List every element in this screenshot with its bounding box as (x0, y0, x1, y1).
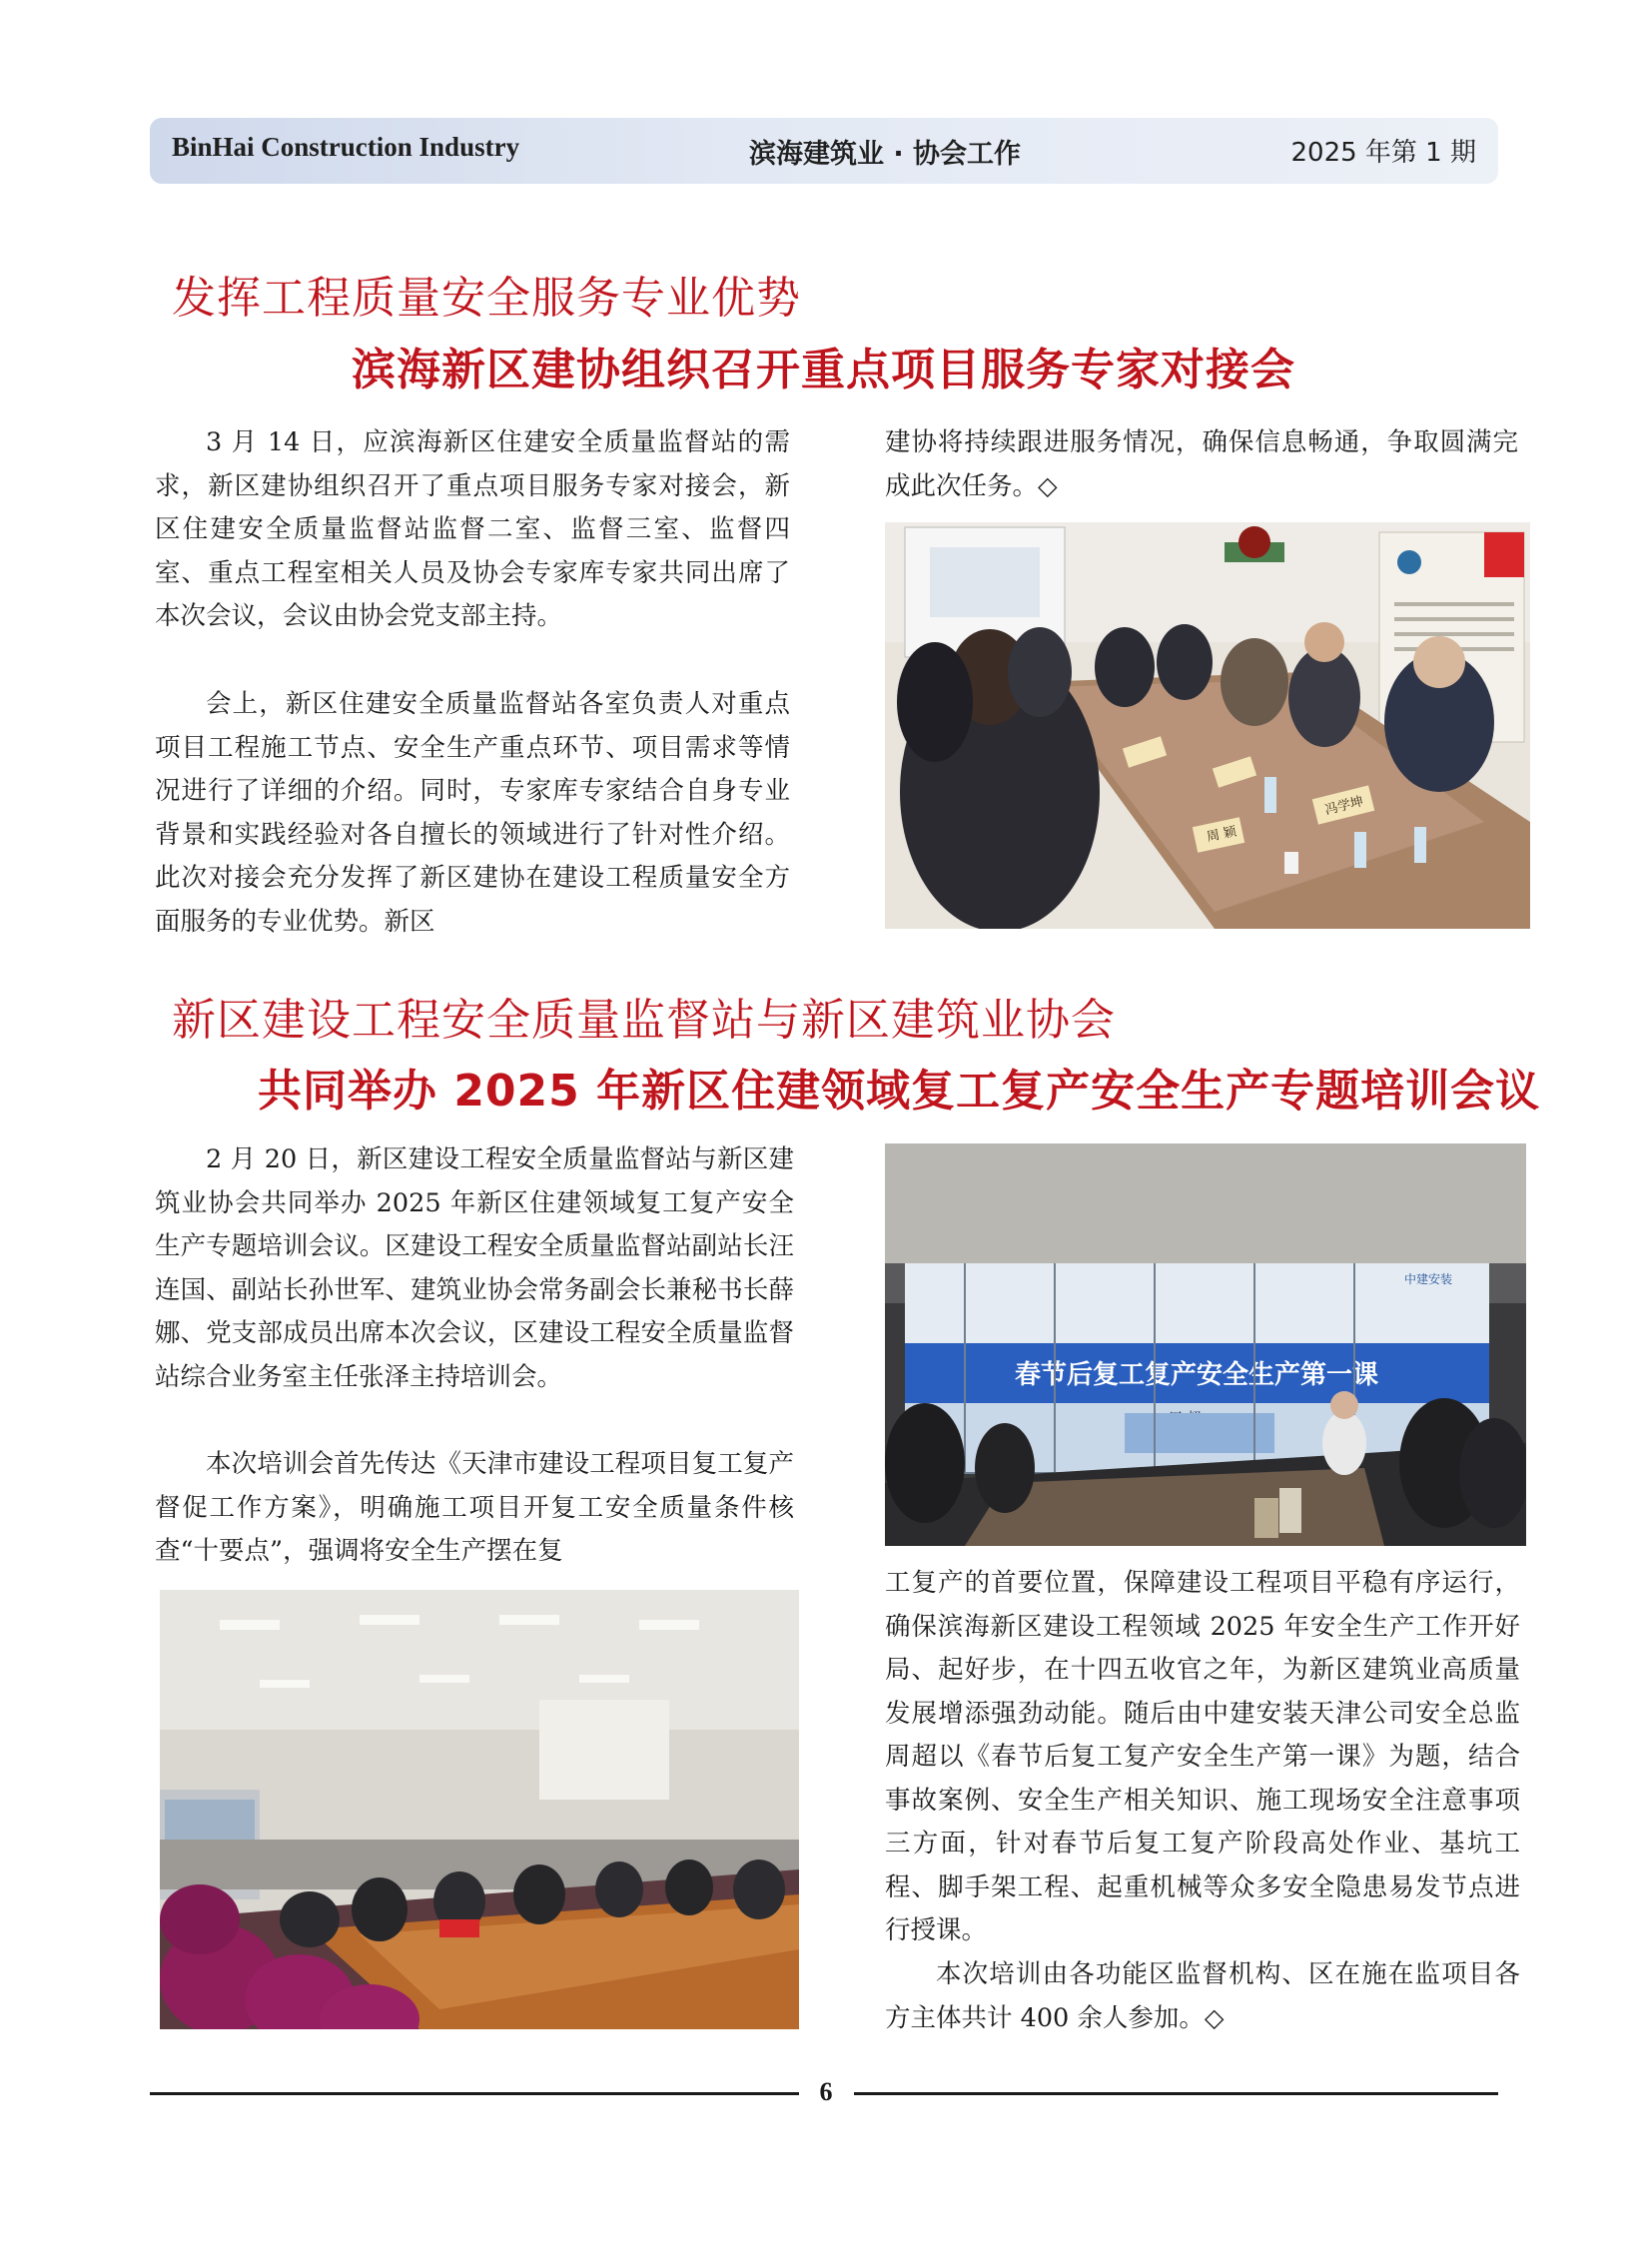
footer-rule-left (150, 2092, 799, 2095)
article1-paragraph-1: 3 月 14 日，应滨海新区住建安全质量监督站的需求，新区建协组织召开了重点项目服务专家对接会，新区住建安全质量监督站监督二室、监督三室、监督四室、重点工程室相关人员及协会专家库专家共同出席了本次会议，会议由协会党支部主持。 (155, 427, 790, 631)
article2-paragraph-1: 2 月 20 日，新区建设工程安全质量监督站与新区建筑业协会共同举办 2025 年新区住建领域复工复产安全生产专题培训会议。区建设工程安全质量监督站副站长汪连国、副站长孙世军、建筑业协会常务副会长兼秘书长薛娜、党支部成员出席本次会议，区建设工程安全质量监督站综合业务室主任张泽主持培训会。 (155, 1144, 794, 1392)
article1-title-line1: 发挥工程质量安全服务专业优势 (172, 273, 801, 324)
header-bar (150, 118, 1498, 184)
article2-paragraph-2: 本次培训会首先传达《天津市建设工程项目复工复产督促工作方案》，明确施工项目开复工安全质量条件核查“十要点”，强调将安全生产摆在复 (155, 1449, 794, 1566)
screen-logo-text: 中建安装 (1404, 1272, 1453, 1286)
header-issue: 2025 年第 1 期 (1290, 138, 1476, 168)
article1-title-line2: 滨海新区建协组织召开重点项目服务专家对接会 (352, 345, 1295, 395)
screen-banner-text: 春节后复工复产安全生产第一课 (1014, 1360, 1379, 1390)
meeting-photo (885, 522, 1530, 929)
meeting-photo-illustration (885, 522, 1530, 929)
training-hall-illustration (160, 1590, 799, 2029)
training-hall-photo (160, 1590, 799, 2029)
article1-paragraph-3: 建协将持续跟进服务情况，确保信息畅通，争取圆满完成此次任务。◇ (885, 427, 1518, 501)
training-screen-photo (885, 1143, 1526, 1546)
header-section-title: 滨海建筑业 · 协会工作 (749, 139, 1022, 170)
article2-title-line2: 共同举办 2025 年新区住建领域复工复产安全生产专题培训会议 (258, 1066, 1541, 1117)
article2-paragraph-3: 工复产的首要位置，保障建设工程项目平稳有序运行，确保滨海新区建设工程领域 2025 年安全生产工作开好局、起好步，在十四五收官之年，为新区建筑业高质量发展增添强劲动能。随后由中建安装天津公司安全总监周超以《春节后复工复产安全生产第一课》为题，结合事故案例、安全生产相关知识、施工现场安全注意事项三方面，针对春节后复工复产阶段高处作业、基坑工程、脚手架工程、起重机械等众多安全隐患易发节点进行授课。 (885, 1568, 1520, 1945)
page-number: 6 (819, 2077, 833, 2106)
name-card-1: 周 颖 (1205, 824, 1239, 846)
article1-paragraph-2: 会上，新区住建安全质量监督站各室负责人对重点项目工程施工节点、安全生产重点环节、项目需求等情况进行了详细的介绍。同时，专家库专家结合自身专业背景和实践经验对各自擅长的领域进行了针对性介绍。此次对接会充分发挥了新区建协在建设工程质量安全方面服务的专业优势。新区 (155, 689, 790, 937)
footer-rule-right (854, 2092, 1498, 2095)
training-screen-illustration (885, 1143, 1526, 1546)
article2-title-line1: 新区建设工程安全质量监督站与新区建筑业协会 (172, 995, 1116, 1046)
name-card-2: 冯学坤 (1323, 794, 1365, 819)
header-publication-name: BinHai Construction Industry (172, 132, 520, 162)
article2-paragraph-4: 本次培训由各功能区监督机构、区在施在监项目各方主体共计 400 余人参加。◇ (885, 1959, 1520, 2033)
